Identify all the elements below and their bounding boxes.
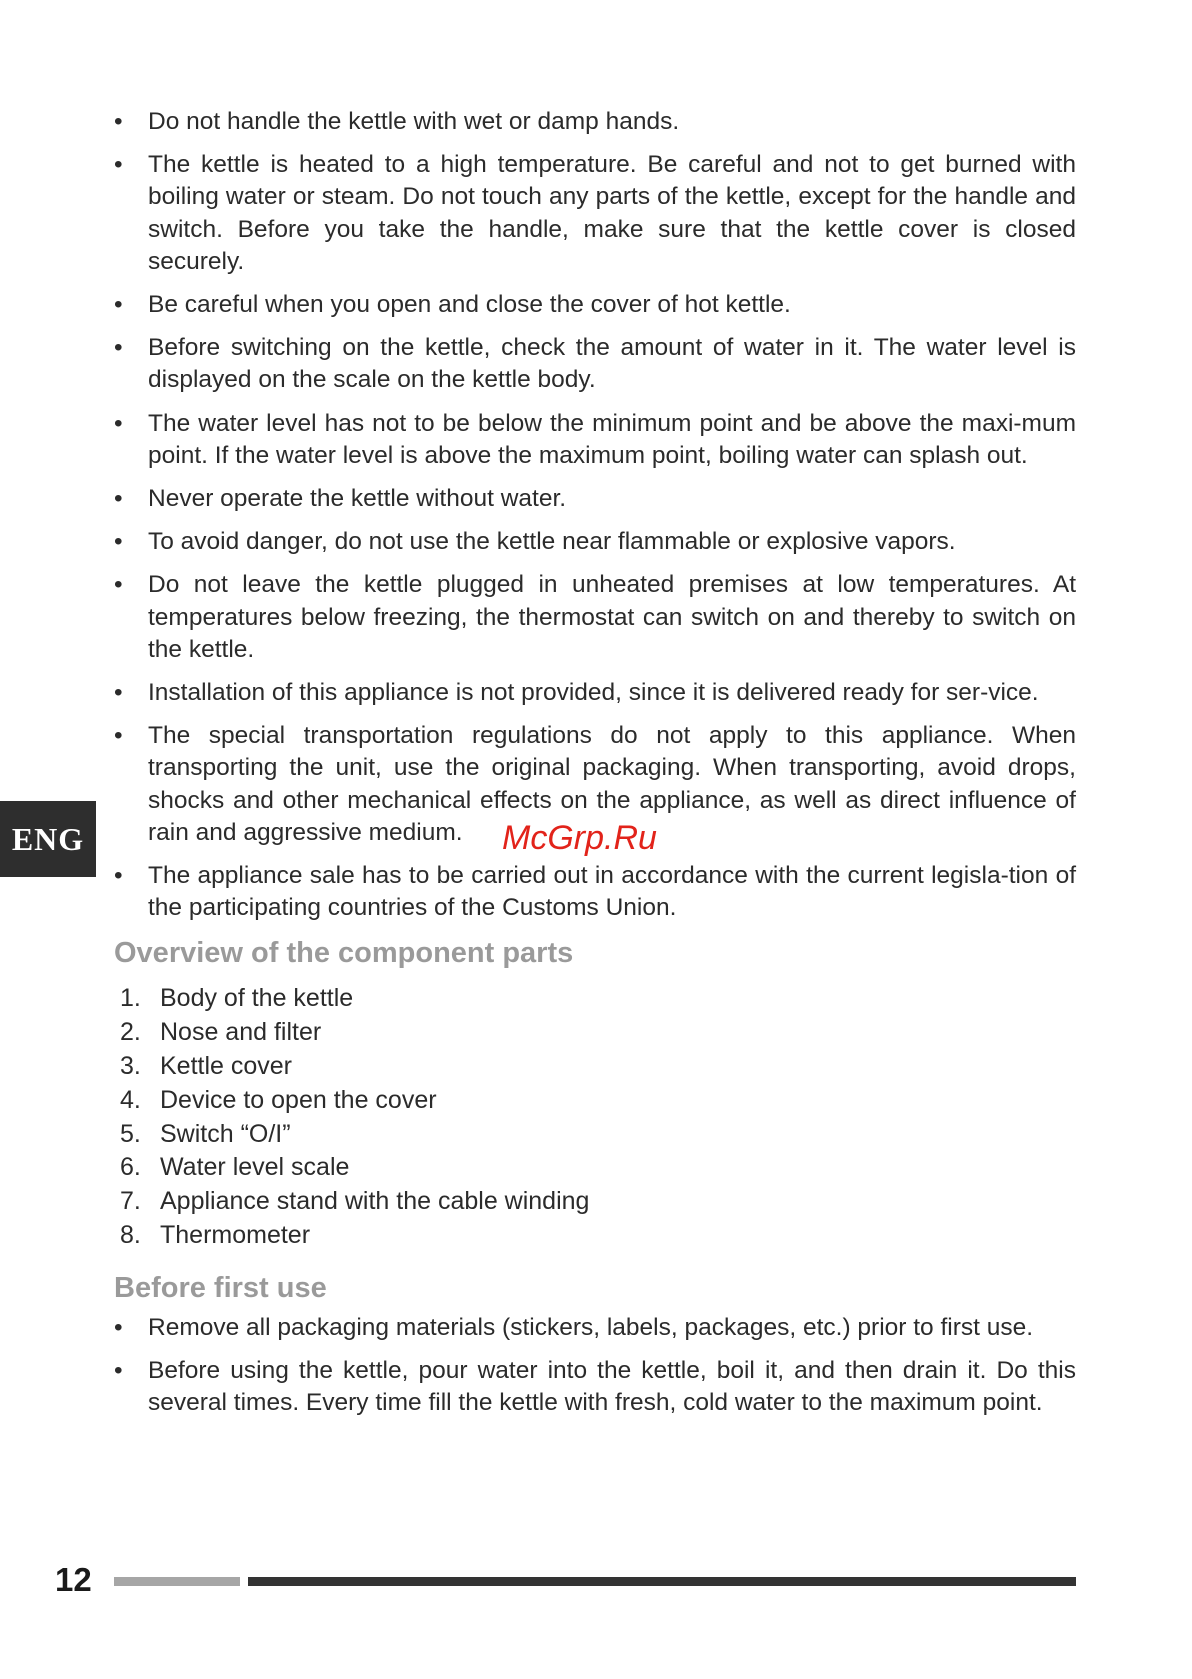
page-content	[114, 106, 1076, 1430]
item-text: Nose and filter	[160, 1018, 322, 1047]
section-heading-overview: Overview of the component parts	[114, 937, 574, 970]
list-item: • Before using the kettle, pour water into the kettle, boil it, and then drain it. Do this several times. Every time fill the kettle with fresh, cold water to the maximum point.	[114, 1355, 1076, 1419]
item-number: 8.	[120, 1221, 141, 1250]
footer-rule-light	[114, 1577, 240, 1586]
footer-rule-dark	[248, 1577, 1076, 1586]
list-item: • Installation of this appliance is not provided, since it is delivered ready for ser-vice.	[114, 677, 1076, 709]
item-number: 1.	[120, 984, 141, 1013]
language-tab: ENG	[0, 801, 96, 877]
item-number: 4.	[120, 1085, 141, 1114]
item-number: 5.	[120, 1119, 141, 1148]
component-parts-list	[114, 982, 1076, 1252]
list-item	[120, 982, 1076, 1016]
section-heading-before-first-use: Before first use	[114, 1271, 327, 1304]
item-number: 2.	[120, 1018, 141, 1047]
item-text: Appliance stand with the cable winding	[160, 1187, 590, 1216]
list-item	[120, 1050, 1076, 1084]
list-item: • The appliance sale has to be carried out in accordance with the current legisla-tion of the participating countries of the Customs Union.	[114, 860, 1076, 924]
list-item	[120, 1219, 1076, 1253]
list-item	[120, 1118, 1076, 1152]
list-item: • Remove all packaging materials (stickers, labels, packages, etc.) prior to first use.	[114, 1312, 1076, 1344]
watermark-text: McGrp.Ru	[502, 819, 657, 857]
list-item: • Before switching on the kettle, check the amount of water in it. The water level is displayed on the scale on the kettle body.	[114, 332, 1076, 396]
item-text: Body of the kettle	[160, 984, 354, 1013]
list-item	[120, 1084, 1076, 1118]
before-first-use-list	[114, 1312, 1076, 1420]
list-item: • The kettle is heated to a high temperature. Be careful and not to get burned with boiling water or steam. Do not touch any parts of the kettle, except for the handle and switch. Before you take the handle, make sure that the kettle cover is closed securely.	[114, 149, 1076, 278]
list-item: • Do not handle the kettle with wet or damp hands.	[114, 106, 1076, 138]
item-text: Switch “O/I”	[160, 1119, 291, 1148]
item-text: Water level scale	[160, 1153, 350, 1182]
page-number: 12	[55, 1561, 92, 1598]
item-number: 7.	[120, 1187, 141, 1216]
list-item: • The special transportation regulations do not apply to this appliance. When transporting the unit, use the original packaging. When transporting, avoid drops, shocks and other mechanical effects on the appliance, as well as direct influence of rain and aggressive medium.	[114, 720, 1076, 849]
list-item: • To avoid danger, do not use the kettle near flammable or explosive vapors.	[114, 526, 1076, 558]
list-item: • Do not leave the kettle plugged in unheated premises at low temperatures. At temperatures below freezing, the thermostat can switch on and thereby to switch on the kettle.	[114, 569, 1076, 666]
safety-list	[114, 106, 1076, 924]
item-text: Thermometer	[160, 1221, 311, 1250]
list-item	[120, 1016, 1076, 1050]
item-text: Device to open the cover	[160, 1085, 437, 1114]
list-item: • Be careful when you open and close the cover of hot kettle.	[114, 289, 1076, 321]
list-item: • The water level has not to be below the minimum point and be above the maxi-mum point. If the water level is above the maximum point, boiling water can splash out.	[114, 408, 1076, 472]
item-number: 3.	[120, 1052, 141, 1081]
list-item	[120, 1151, 1076, 1185]
list-item: • Never operate the kettle without water.	[114, 483, 1076, 515]
item-text: Kettle cover	[160, 1052, 293, 1081]
item-number: 6.	[120, 1153, 141, 1182]
list-item	[120, 1185, 1076, 1219]
